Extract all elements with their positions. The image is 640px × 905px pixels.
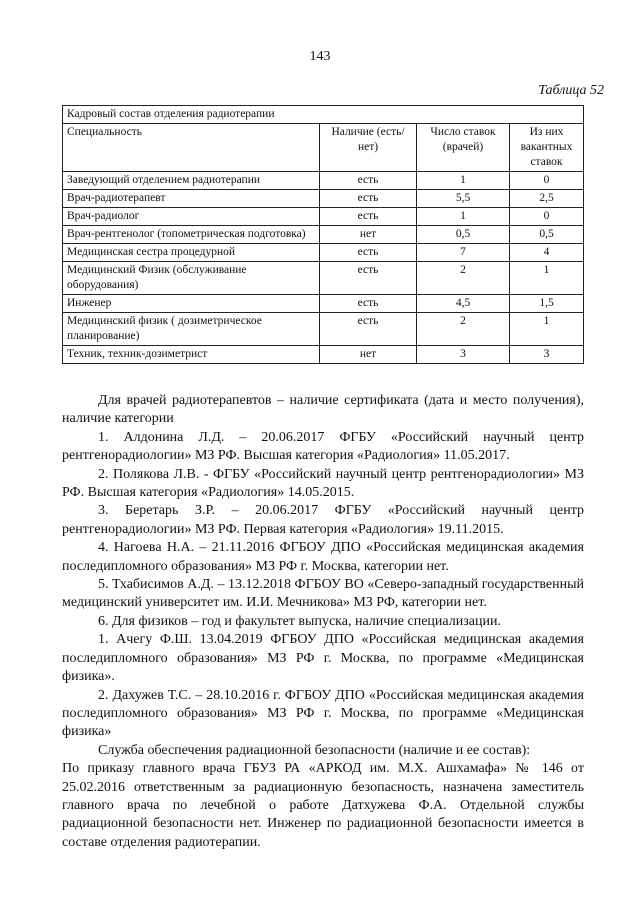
cell-availability: есть	[320, 172, 417, 190]
cell-specialty: Медицинский физик ( дозиметрическое планирование)	[63, 313, 320, 346]
table-row	[63, 226, 584, 244]
cell-specialty: Врач-радиолог	[63, 208, 320, 226]
paragraph: Служба обеспечения радиационной безопасности (наличие и ее состав):	[98, 742, 531, 758]
cell-rates: 5,5	[417, 190, 510, 208]
paragraph: По приказу главного врача ГБУЗ РА «АРКОД им. М.Х. Ашхамафа» № 146 от 25.02.2016 ответственным за радиационную безопасность, назначена заместитель главного врача по лечебной о работе Датхужева Ф.А. Отдельной службы радиационной безопасности нет. Инженер по радиационной безопасности имеется в составе отделения радиотерапии.	[62, 761, 584, 850]
cell-specialty: Заведующий отделением радиотерапии	[63, 172, 320, 190]
header-availability: Наличие (есть/нет)	[320, 124, 417, 172]
cell-rates: 7	[417, 244, 510, 262]
cell-vacant: 0,5	[510, 226, 584, 244]
cell-vacant: 1	[510, 262, 584, 295]
body-text	[62, 392, 584, 852]
header-vacant: Из них вакантных ставок	[510, 124, 584, 172]
paragraph: 4. Нагоева Н.А. – 21.11.2016 ФГБОУ ДПО «Российская медицинская академия последипломного образования» МЗ РФ г. Москва, категории нет.	[62, 540, 584, 574]
cell-vacant: 1	[510, 313, 584, 346]
table-title-row	[63, 106, 584, 124]
cell-specialty: Медицинский Физик (обслуживание оборудования)	[63, 262, 320, 295]
cell-rates: 0,5	[417, 226, 510, 244]
cell-availability: есть	[320, 244, 417, 262]
cell-availability: есть	[320, 295, 417, 313]
table-row	[63, 346, 584, 364]
cell-specialty: Инженер	[63, 295, 320, 313]
cell-vacant: 0	[510, 172, 584, 190]
table-header-row	[63, 124, 584, 172]
cell-availability: нет	[320, 226, 417, 244]
cell-rates: 2	[417, 262, 510, 295]
cell-rates: 4,5	[417, 295, 510, 313]
cell-availability: есть	[320, 313, 417, 346]
header-rates: Число ставок (врачей)	[417, 124, 510, 172]
paragraph: 1. Алдонина Л.Д. – 20.06.2017 ФГБУ «Российский научный центр рентгенорадиологии» МЗ РФ. Высшая категория «Радиология» 11.05.2017.	[62, 429, 584, 464]
table-row	[63, 313, 584, 346]
cell-rates: 1	[417, 172, 510, 190]
cell-specialty: Врач-рентгенолог (топометрическая подготовка)	[63, 226, 320, 244]
cell-specialty: Техник, техник-дозиметрист	[63, 346, 320, 364]
paragraph: Для врачей радиотерапевтов – наличие сертификата (дата и место получения), наличие категории	[62, 393, 584, 427]
paragraph: 5. Тхабисимов А.Д. – 13.12.2018 ФГБОУ ВО «Северо-западный государственный медицинский университет им. И.И. Мечникова» МЗ РФ, категории нет.	[62, 577, 584, 611]
table-row	[63, 244, 584, 262]
table-row	[63, 172, 584, 190]
cell-specialty: Медицинская сестра процедурной	[63, 244, 320, 262]
table-title: Кадровый состав отделения радиотерапии	[63, 106, 584, 124]
cell-vacant: 0	[510, 208, 584, 226]
page-number: 143	[309, 49, 331, 64]
paragraph: 2. Полякова Л.В. - ФГБУ «Российский научный центр рентгенорадиологии» МЗ РФ. Высшая категория «Радиология» 14.05.2015.	[62, 466, 584, 501]
cell-vacant: 2,5	[510, 190, 584, 208]
cell-rates: 1	[417, 208, 510, 226]
cell-availability: нет	[320, 346, 417, 364]
paragraph: 3. Беретарь З.Р. – 20.06.2017 ФГБУ «Российский научный центр рентгенорадиологии» МЗ РФ. Первая категория «Радиология» 19.11.2015.	[62, 503, 584, 537]
cell-specialty: Врач-радиотерапевт	[63, 190, 320, 208]
cell-availability: есть	[320, 190, 417, 208]
table-row	[63, 262, 584, 295]
table-row	[63, 208, 584, 226]
table-row	[63, 190, 584, 208]
table-caption: Таблица 52	[538, 83, 604, 98]
cell-vacant: 4	[510, 244, 584, 262]
table-row	[63, 295, 584, 313]
paragraph: 6. Для физиков – год и факультет выпуска, наличие специализации.	[98, 613, 501, 629]
cell-availability: есть	[320, 208, 417, 226]
cell-vacant: 1,5	[510, 295, 584, 313]
header-specialty: Специальность	[63, 124, 320, 172]
cell-vacant: 3	[510, 346, 584, 364]
cell-availability: есть	[320, 262, 417, 295]
cell-rates: 3	[417, 346, 510, 364]
paragraph: 2. Дахужев Т.С. – 28.10.2016 г. ФГБОУ ДПО «Российская медицинская академия последипломного образования» МЗ РФ г. Москва, по программе «Медицинская физика»	[62, 687, 584, 740]
staff-table	[62, 105, 584, 364]
cell-rates: 2	[417, 313, 510, 346]
paragraph: 1. Ачегу Ф.Ш. 13.04.2019 ФГБОУ ДПО «Российская медицинская академия последипломного образования» МЗ РФ г. Москва, по программе «Медицинская физика».	[62, 632, 584, 685]
